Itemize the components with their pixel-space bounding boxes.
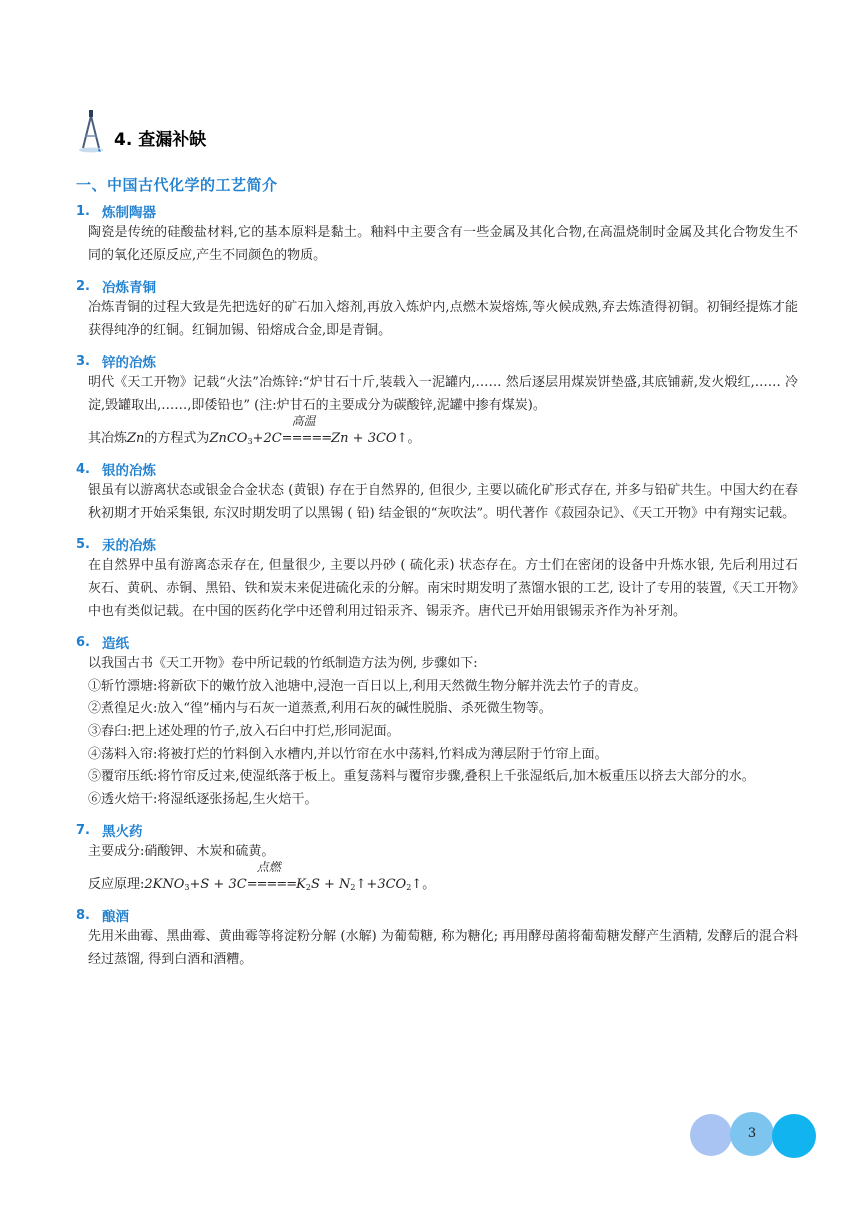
gas-arrow-icon: ↑ [396, 430, 408, 446]
equation-reactant: +2C [252, 430, 282, 446]
equation-prefix: 其冶炼 [88, 430, 128, 446]
page-number-badge [690, 1112, 816, 1158]
gas-arrow-icon: ↑ [411, 876, 423, 892]
item-paragraph: 以我国古书《天工开物》卷中所记载的竹纸制造方法为例, 步骤如下: [88, 656, 478, 672]
item-paragraph: 先用米曲霉、黑曲霉、黄曲霉等将淀粉分解 (水解) 为葡萄糖, 称为糖化; 再用酵母菌将葡萄糖发酵产生酒精, 发酵后的混合料经过蒸馏, 得到白酒和酒糟。 [88, 929, 798, 968]
reaction-condition: 高温 [291, 413, 316, 428]
item-number: 2. [76, 278, 90, 294]
equation-product: +3CO [366, 876, 407, 892]
gunpowder-equation [88, 859, 798, 897]
equation-product: S + N [310, 876, 351, 892]
process-step: ②煮徨足火:放入“徨”桶内与石灰一道蒸煮,利用石灰的碱性脱脂、杀死微生物等。 [88, 701, 552, 717]
item-title: 冶炼青铜 [102, 280, 156, 297]
element-symbol: Zn [127, 430, 145, 446]
item-paragraph: 主要成分:硝酸钾、木炭和硫黄。 [88, 844, 275, 860]
item-number: 5. [76, 536, 90, 552]
list-item-brewing [76, 904, 798, 971]
equation-end: 。 [407, 430, 421, 446]
item-title: 汞的冶炼 [102, 538, 156, 555]
item-title: 造纸 [102, 636, 129, 653]
page-number: 3 [747, 1126, 757, 1141]
section-title: 一、中国古代化学的工艺简介 [76, 176, 278, 194]
item-paragraph: 银虽有以游离状态或银金合金状态 (黄银) 存在于自然界的, 但很少, 主要以硫化矿形式存在, 并多与铅矿共生。中国大约在春秋初期才开始采集银, 东汉时期发明了以黑锡 ( 铅) 结金银的“灰吹法”。明代著作《菽园杂记》、《天工开物》中有翔实记载。 [88, 483, 798, 521]
equation-prefix: 反应原理: [88, 876, 145, 892]
badge-circle-left [690, 1114, 732, 1156]
equation-middle: 的方程式为 [144, 430, 210, 446]
equation-equals: ===== [246, 876, 297, 892]
subscript: 3 [247, 436, 253, 446]
item-number: 8. [76, 907, 90, 923]
reaction-condition: 点燃 [256, 859, 281, 874]
item-title: 酿酒 [102, 909, 129, 926]
subscript: 2 [305, 882, 311, 892]
chapter-heading [76, 108, 206, 154]
equation-reactant: ZnCO [209, 430, 248, 446]
chapter-title: 4. 查漏补缺 [114, 130, 207, 150]
process-step: ①斩竹漂塘:将新砍下的嫩竹放入池塘中,浸泡一百日以上,利用天然微生物分解并洗去竹子的青皮。 [88, 678, 647, 694]
list-item-zinc [76, 350, 798, 450]
item-number: 7. [76, 822, 90, 838]
item-paragraph: 陶瓷是传统的硅酸盐材料,它的基本原料是黏土。釉料中主要含有一些金属及其化合物,在高温烧制时金属及其化合物发生不同的氧化还原反应,产生不同颜色的物质。 [88, 225, 798, 263]
item-title: 炼制陶器 [102, 205, 156, 221]
item-paragraph: 明代《天工开物》记载“火法”冶炼锌:“炉甘石十斤,装载入一泥罐内,…… 然后逐层用煤炭饼垫盛,其底铺薪,发火煅红,…… 冷淀,毁罐取出,……,即倭铅也” (注:炉甘石的主要成分为碳酸锌,泥罐中掺有煤炭)。 [88, 375, 798, 413]
equation-product: + 3CO [348, 430, 397, 446]
item-number: 4. [76, 461, 90, 477]
zinc-equation [88, 413, 798, 451]
subscript: 2 [350, 882, 356, 892]
process-step: ④荡料入帘:将被打烂的竹料倒入水槽内,并以竹帘在水中荡料,竹料成为薄层附于竹帘上面。 [88, 746, 608, 762]
compass-icon [76, 108, 106, 154]
item-title: 黑火药 [102, 824, 143, 841]
item-number: 6. [76, 634, 90, 650]
equation-reactant: 2KNO [144, 876, 185, 892]
list-item-silver [76, 458, 798, 525]
item-paragraph: 在自然界中虽有游离态汞存在, 但量很少, 主要以丹砂 ( 硫化汞) 状态存在。方士们在密闭的设备中升炼水银, 先后利用过石灰石、黄矾、赤铜、黑铅、铁和炭末来促进硫化汞的分解。南宋时期发明了蒸馏水银的工艺, 设计了专用的装置,《天工开物》中也有类似记载。在中国的医药化学中还曾利用过铅汞齐、锡汞齐。唐代已开始用银锡汞齐作为补牙剂。 [88, 558, 798, 619]
equation-equals: ===== [281, 430, 332, 446]
process-step: ③舂臼:把上述处理的竹子,放入石臼中打烂,形同泥面。 [88, 723, 400, 739]
item-paragraph: 冶炼青铜的过程大致是先把选好的矿石加入熔剂,再放入炼炉内,点燃木炭熔炼,等火候成熟,弃去炼渣得初铜。初铜经提炼才能获得纯净的红铜。红铜加锡、铅熔成合金,即是青铜。 [88, 300, 798, 338]
gas-arrow-icon: ↑ [355, 876, 367, 892]
item-title: 锌的冶炼 [102, 355, 156, 372]
subscript: 2 [406, 882, 412, 892]
badge-circle-right [772, 1114, 816, 1158]
equation-reactant: +S + 3C [189, 876, 247, 892]
process-step: ⑤覆帘压纸:将竹帘反过来,使湿纸落于板上。重复荡料与覆帘步骤,叠积上千张湿纸后,加木板重压以挤去大部分的水。 [88, 769, 755, 785]
list-item-bronze [76, 275, 798, 342]
equation-end: 。 [422, 876, 436, 892]
process-step: ⑥透火焙干:将湿纸逐张扬起,生火焙干。 [88, 791, 318, 807]
list-item-pottery [76, 200, 798, 267]
equation-product: Zn [331, 430, 349, 446]
list-item-papermaking [76, 631, 798, 811]
list-item-mercury [76, 533, 798, 623]
item-number: 3. [76, 353, 90, 369]
item-number: 1. [76, 203, 90, 219]
subscript: 3 [184, 882, 190, 892]
list-item-gunpowder [76, 819, 798, 896]
item-title: 银的冶炼 [102, 463, 156, 480]
content [76, 200, 798, 980]
equation-product: K [296, 876, 306, 892]
